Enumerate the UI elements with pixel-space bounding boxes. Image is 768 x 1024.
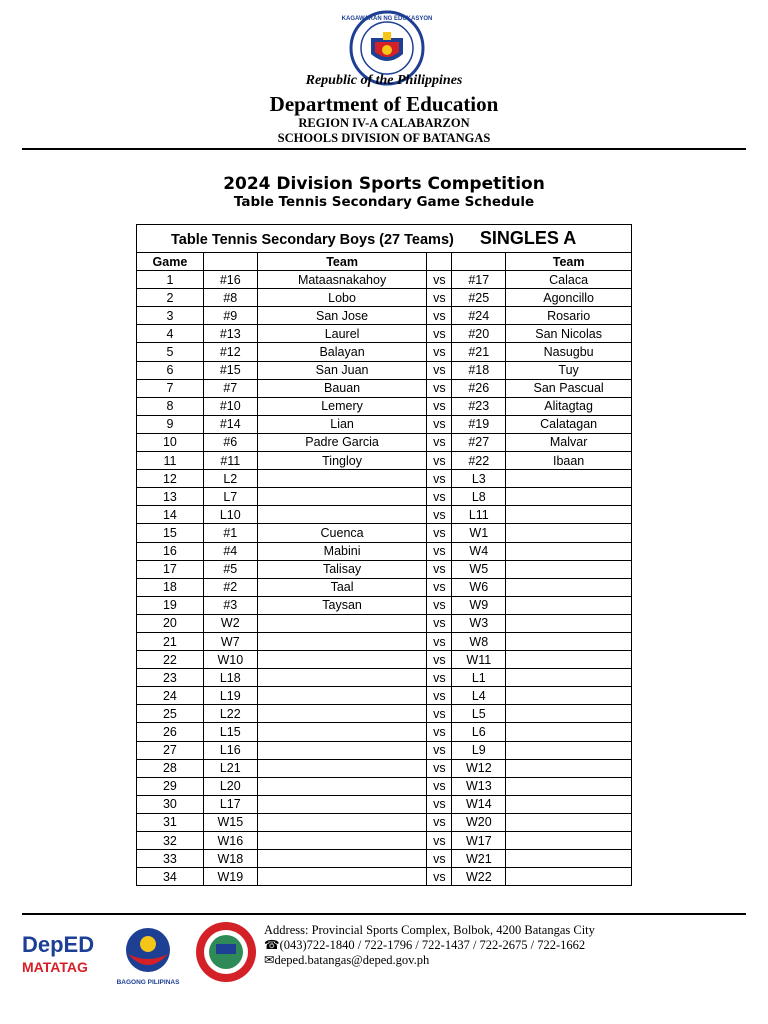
cell-seed-a: L21 [203, 759, 257, 777]
cell-team-b: San Pascual [506, 379, 632, 397]
table-row [137, 397, 632, 415]
cell-seed-a: #7 [203, 379, 257, 397]
cell-seed-b: W3 [452, 614, 506, 632]
cell-seed-b: W12 [452, 759, 506, 777]
cell-game: 21 [137, 632, 204, 650]
cell-vs: vs [427, 705, 452, 723]
cell-seed-a: #4 [203, 542, 257, 560]
table-row [137, 596, 632, 614]
cell-game: 25 [137, 705, 204, 723]
cell-game: 7 [137, 379, 204, 397]
cell-seed-b: W1 [452, 524, 506, 542]
cell-seed-b: W14 [452, 795, 506, 813]
table-row [137, 307, 632, 325]
cell-seed-b: #21 [452, 343, 506, 361]
cell-team-b [506, 578, 632, 596]
table-row [137, 361, 632, 379]
cell-team-a: San Jose [257, 307, 427, 325]
cell-vs: vs [427, 777, 452, 795]
table-row [137, 723, 632, 741]
table-title [137, 225, 632, 253]
cell-seed-b: L4 [452, 687, 506, 705]
cell-vs: vs [427, 578, 452, 596]
cell-seed-b: W9 [452, 596, 506, 614]
cell-team-b [506, 596, 632, 614]
cell-vs: vs [427, 452, 452, 470]
cell-vs: vs [427, 361, 452, 379]
cell-seed-b: L6 [452, 723, 506, 741]
cell-seed-a: #1 [203, 524, 257, 542]
cell-team-a [257, 813, 427, 831]
cell-team-b: Ibaan [506, 452, 632, 470]
cell-game: 10 [137, 433, 204, 451]
table-row [137, 271, 632, 289]
cell-team-a [257, 795, 427, 813]
footer-email-line [264, 953, 604, 968]
cell-team-a: Cuenca [257, 524, 427, 542]
table-row [137, 614, 632, 632]
cell-vs: vs [427, 632, 452, 650]
cell-team-a [257, 632, 427, 650]
cell-seed-a: #12 [203, 343, 257, 361]
cell-vs: vs [427, 669, 452, 687]
cell-seed-a: #6 [203, 433, 257, 451]
cell-team-b: San Nicolas [506, 325, 632, 343]
cell-team-b [506, 614, 632, 632]
cell-seed-b: #27 [452, 433, 506, 451]
cell-seed-b: L11 [452, 506, 506, 524]
cell-game: 17 [137, 560, 204, 578]
cell-game: 13 [137, 488, 204, 506]
cell-team-a [257, 868, 427, 886]
table-row [137, 850, 632, 868]
cell-vs: vs [427, 325, 452, 343]
cell-seed-a: L10 [203, 506, 257, 524]
cell-team-b [506, 777, 632, 795]
cell-game: 19 [137, 596, 204, 614]
cell-team-b: Rosario [506, 307, 632, 325]
cell-team-a [257, 470, 427, 488]
cell-seed-a: L2 [203, 470, 257, 488]
telephone-icon: ☎ [264, 938, 280, 952]
header-seed-a [203, 253, 257, 271]
cell-vs: vs [427, 488, 452, 506]
cell-seed-a: W2 [203, 614, 257, 632]
cell-team-b [506, 669, 632, 687]
cell-seed-a: #16 [203, 271, 257, 289]
header-team-left: Team [257, 253, 427, 271]
cell-game: 34 [137, 868, 204, 886]
table-row [137, 651, 632, 669]
header-seed-b [452, 253, 506, 271]
cell-team-b: Nasugbu [506, 343, 632, 361]
table-row [137, 777, 632, 795]
cell-game: 9 [137, 415, 204, 433]
cell-seed-a: W15 [203, 813, 257, 831]
cell-vs: vs [427, 651, 452, 669]
cell-seed-a: W19 [203, 868, 257, 886]
table-row [137, 741, 632, 759]
cell-seed-b: L9 [452, 741, 506, 759]
cell-vs: vs [427, 433, 452, 451]
cell-game: 23 [137, 669, 204, 687]
cell-seed-b: W17 [452, 832, 506, 850]
footer-phone: (043)722-1840 / 722-1796 / 722-1437 / 722-2675 / 722-1662 [279, 938, 586, 952]
cell-vs: vs [427, 542, 452, 560]
cell-team-b [506, 795, 632, 813]
cell-seed-b: #18 [452, 361, 506, 379]
table-row [137, 542, 632, 560]
department-title: Department of Education [269, 92, 499, 116]
cell-vs: vs [427, 271, 452, 289]
cell-vs: vs [427, 379, 452, 397]
cell-team-b [506, 741, 632, 759]
cell-team-a: Taysan [257, 596, 427, 614]
cell-vs: vs [427, 614, 452, 632]
cell-seed-b: L8 [452, 488, 506, 506]
table-row [137, 632, 632, 650]
cell-seed-b: W4 [452, 542, 506, 560]
schedule-table [136, 224, 632, 886]
matatag-logo-text: MATATAG [22, 959, 88, 975]
cell-team-a [257, 687, 427, 705]
cell-seed-b: W21 [452, 850, 506, 868]
cell-team-a: Mabini [257, 542, 427, 560]
cell-vs: vs [427, 560, 452, 578]
cell-seed-b: W20 [452, 813, 506, 831]
table-row [137, 759, 632, 777]
cell-game: 3 [137, 307, 204, 325]
cell-team-b [506, 470, 632, 488]
cell-team-b [506, 542, 632, 560]
cell-seed-b: L1 [452, 669, 506, 687]
cell-team-b [506, 832, 632, 850]
cell-team-a [257, 705, 427, 723]
cell-team-b [506, 506, 632, 524]
cell-vs: vs [427, 506, 452, 524]
cell-seed-a: L7 [203, 488, 257, 506]
cell-team-a [257, 759, 427, 777]
cell-game: 16 [137, 542, 204, 560]
cell-vs: vs [427, 524, 452, 542]
cell-vs: vs [427, 759, 452, 777]
cell-game: 12 [137, 470, 204, 488]
cell-seed-a: W16 [203, 832, 257, 850]
table-row [137, 868, 632, 886]
cell-team-b: Alitagtag [506, 397, 632, 415]
table-title-text: Table Tennis Secondary Boys (27 Teams) [171, 231, 454, 248]
cell-seed-a: W10 [203, 651, 257, 669]
cell-vs: vs [427, 470, 452, 488]
cell-game: 31 [137, 813, 204, 831]
cell-game: 20 [137, 614, 204, 632]
cell-seed-a: L18 [203, 669, 257, 687]
cell-vs: vs [427, 832, 452, 850]
footer-email[interactable]: deped.batangas@deped.gov.ph [274, 953, 430, 967]
cell-seed-b: #20 [452, 325, 506, 343]
cell-team-a [257, 850, 427, 868]
table-row [137, 379, 632, 397]
cell-seed-b: L3 [452, 470, 506, 488]
cell-vs: vs [427, 687, 452, 705]
table-row [137, 560, 632, 578]
cell-seed-a: L16 [203, 741, 257, 759]
header-team-right: Team [506, 253, 632, 271]
cell-seed-b: #23 [452, 397, 506, 415]
cell-vs: vs [427, 813, 452, 831]
cell-team-b: Tuy [506, 361, 632, 379]
cell-game: 2 [137, 289, 204, 307]
cell-game: 4 [137, 325, 204, 343]
cell-seed-b: W22 [452, 868, 506, 886]
cell-seed-a: L22 [203, 705, 257, 723]
cell-seed-a: #13 [203, 325, 257, 343]
cell-game: 11 [137, 452, 204, 470]
table-row [137, 470, 632, 488]
bagong-pilipinas-text: BAGONG PILIPINAS [116, 979, 180, 986]
cell-team-b [506, 632, 632, 650]
cell-team-b [506, 868, 632, 886]
cell-seed-b: #19 [452, 415, 506, 433]
table-row [137, 289, 632, 307]
cell-team-a [257, 777, 427, 795]
cell-vs: vs [427, 596, 452, 614]
cell-game: 33 [137, 850, 204, 868]
cell-seed-a: #14 [203, 415, 257, 433]
table-row [137, 524, 632, 542]
competition-title: 2024 Division Sports Competition [223, 174, 545, 194]
cell-game: 22 [137, 651, 204, 669]
cell-game: 5 [137, 343, 204, 361]
table-row [137, 415, 632, 433]
cell-seed-b: #17 [452, 271, 506, 289]
cell-team-b [506, 705, 632, 723]
cell-vs: vs [427, 723, 452, 741]
cell-seed-b: W13 [452, 777, 506, 795]
cell-seed-a: #9 [203, 307, 257, 325]
cell-vs: vs [427, 307, 452, 325]
cell-team-b [506, 850, 632, 868]
cell-team-a [257, 651, 427, 669]
cell-vs: vs [427, 741, 452, 759]
cell-seed-a: L19 [203, 687, 257, 705]
cell-team-b [506, 524, 632, 542]
table-row [137, 325, 632, 343]
cell-team-a [257, 506, 427, 524]
cell-vs: vs [427, 795, 452, 813]
cell-team-a: San Juan [257, 361, 427, 379]
cell-vs: vs [427, 397, 452, 415]
cell-seed-b: L5 [452, 705, 506, 723]
cell-seed-a: #8 [203, 289, 257, 307]
division-line: SCHOOLS DIVISION OF BATANGAS [277, 131, 491, 145]
cell-seed-a: #3 [203, 596, 257, 614]
table-row [137, 452, 632, 470]
cell-team-a: Lobo [257, 289, 427, 307]
footer-address: Address: Provincial Sports Complex, Bolbok, 4200 Batangas City [264, 923, 595, 937]
cell-seed-b: #26 [452, 379, 506, 397]
cell-team-a: Talisay [257, 560, 427, 578]
header-divider [22, 148, 746, 150]
cell-game: 14 [137, 506, 204, 524]
footer-logos [18, 918, 258, 990]
seal-text: KAGAWARAN NG EDUKASYON [341, 16, 433, 22]
cell-team-b [506, 560, 632, 578]
cell-game: 29 [137, 777, 204, 795]
cell-seed-a: L17 [203, 795, 257, 813]
cell-team-b [506, 687, 632, 705]
column-header-row [137, 253, 632, 271]
cell-game: 24 [137, 687, 204, 705]
cell-team-a: Lemery [257, 397, 427, 415]
cell-team-b: Agoncillo [506, 289, 632, 307]
cell-seed-a: W18 [203, 850, 257, 868]
cell-seed-b: W8 [452, 632, 506, 650]
competition-subtitle: Table Tennis Secondary Game Schedule [233, 194, 535, 210]
deped-matatag-logo [22, 932, 94, 975]
cell-seed-a: L20 [203, 777, 257, 795]
cell-seed-b: W5 [452, 560, 506, 578]
cell-game: 27 [137, 741, 204, 759]
table-row [137, 343, 632, 361]
cell-team-b [506, 723, 632, 741]
cell-team-a: Tingloy [257, 452, 427, 470]
cell-team-b [506, 759, 632, 777]
cell-team-b [506, 813, 632, 831]
header-game: Game [137, 253, 204, 271]
category-label: SINGLES A [479, 227, 577, 248]
cell-seed-a: L15 [203, 723, 257, 741]
table-row [137, 705, 632, 723]
cell-seed-b: #25 [452, 289, 506, 307]
cell-game: 18 [137, 578, 204, 596]
table-row [137, 506, 632, 524]
footer-divider [22, 913, 746, 915]
cell-team-a: Bauan [257, 379, 427, 397]
table-row [137, 669, 632, 687]
table-row [137, 813, 632, 831]
table-row [137, 433, 632, 451]
cell-game: 1 [137, 271, 204, 289]
envelope-icon: ✉ [264, 953, 275, 967]
cell-seed-a: #5 [203, 560, 257, 578]
division-batangas-seal [196, 922, 256, 982]
cell-team-a [257, 723, 427, 741]
bagong-pilipinas-logo [117, 928, 181, 986]
cell-team-a: Taal [257, 578, 427, 596]
cell-seed-b: #24 [452, 307, 506, 325]
cell-team-b: Malvar [506, 433, 632, 451]
cell-vs: vs [427, 850, 452, 868]
cell-game: 32 [137, 832, 204, 850]
deped-logo-text: DepED [22, 932, 95, 957]
cell-team-a: Balayan [257, 343, 427, 361]
cell-seed-a: W7 [203, 632, 257, 650]
schedule-body [137, 271, 632, 886]
cell-team-a [257, 669, 427, 687]
table-row [137, 795, 632, 813]
cell-game: 6 [137, 361, 204, 379]
cell-team-a [257, 832, 427, 850]
cell-game: 15 [137, 524, 204, 542]
cell-vs: vs [427, 343, 452, 361]
republic-line: Republic of the Philippines [305, 73, 463, 88]
cell-vs: vs [427, 415, 452, 433]
cell-vs: vs [427, 289, 452, 307]
footer-phone-line [264, 938, 604, 953]
cell-team-a: Mataasnakahoy [257, 271, 427, 289]
cell-game: 30 [137, 795, 204, 813]
cell-game: 26 [137, 723, 204, 741]
cell-team-a: Padre Garcia [257, 433, 427, 451]
table-row [137, 687, 632, 705]
cell-team-b: Calaca [506, 271, 632, 289]
footer-contact [264, 923, 604, 968]
region-line: REGION IV-A CALABARZON [298, 116, 470, 130]
cell-seed-a: #11 [203, 452, 257, 470]
cell-game: 8 [137, 397, 204, 415]
cell-seed-b: W6 [452, 578, 506, 596]
cell-vs: vs [427, 868, 452, 886]
cell-team-b [506, 651, 632, 669]
cell-team-b: Calatagan [506, 415, 632, 433]
cell-seed-a: #10 [203, 397, 257, 415]
cell-seed-a: #15 [203, 361, 257, 379]
cell-seed-b: W11 [452, 651, 506, 669]
cell-team-a: Laurel [257, 325, 427, 343]
table-row [137, 578, 632, 596]
cell-seed-b: #22 [452, 452, 506, 470]
cell-team-a [257, 614, 427, 632]
cell-team-a: Lian [257, 415, 427, 433]
table-row [137, 488, 632, 506]
cell-game: 28 [137, 759, 204, 777]
cell-team-b [506, 488, 632, 506]
cell-team-a [257, 488, 427, 506]
cell-seed-a: #2 [203, 578, 257, 596]
cell-team-a [257, 741, 427, 759]
table-row [137, 832, 632, 850]
header-vs [427, 253, 452, 271]
